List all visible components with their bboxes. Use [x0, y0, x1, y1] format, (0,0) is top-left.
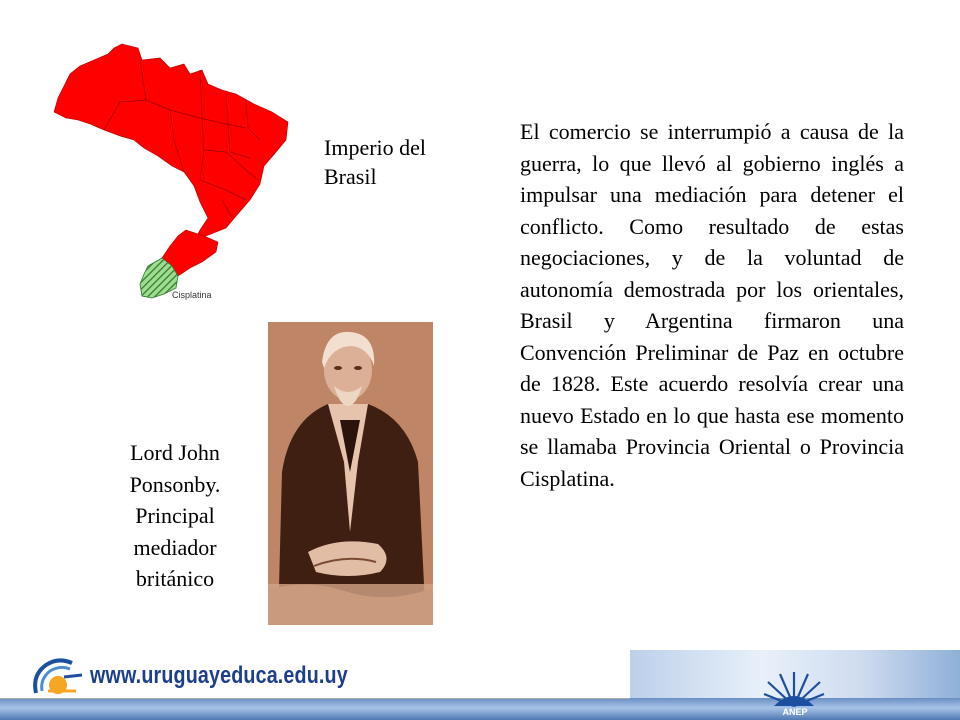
cisplatina-label: Cisplatina	[172, 290, 212, 300]
brazil-territory	[54, 44, 288, 238]
portrait-caption: Lord John Ponsonby. Principal mediador británico	[129, 440, 221, 591]
map-caption: Imperio del Brasil	[324, 135, 427, 189]
anep-logo-icon	[762, 668, 826, 710]
ponsonby-portrait	[268, 322, 433, 625]
uruguayeduca-logo-icon	[28, 655, 88, 699]
site-url[interactable]: www.uruguayeduca.edu.uy	[90, 662, 348, 689]
body-paragraph: El comercio se interrumpió a causa de la guerra, lo que llevó al gobierno inglés a impulsar una mediación para detener el conflicto. Como resultado de estas negociaciones, y de la voluntad de autonomía demostrada por los orientales, Brasil y Argentina firmaron una Convención Preliminar de Paz en octubre de 1828. Este acuerdo resolvía crear una nuevo Estado en lo que hasta ese momento se llamaba Provincia Oriental o Provincia Cisplatina.	[520, 119, 904, 491]
brazil-map	[50, 40, 300, 310]
footer	[0, 650, 960, 720]
anep-label: ANEP	[782, 707, 808, 717]
